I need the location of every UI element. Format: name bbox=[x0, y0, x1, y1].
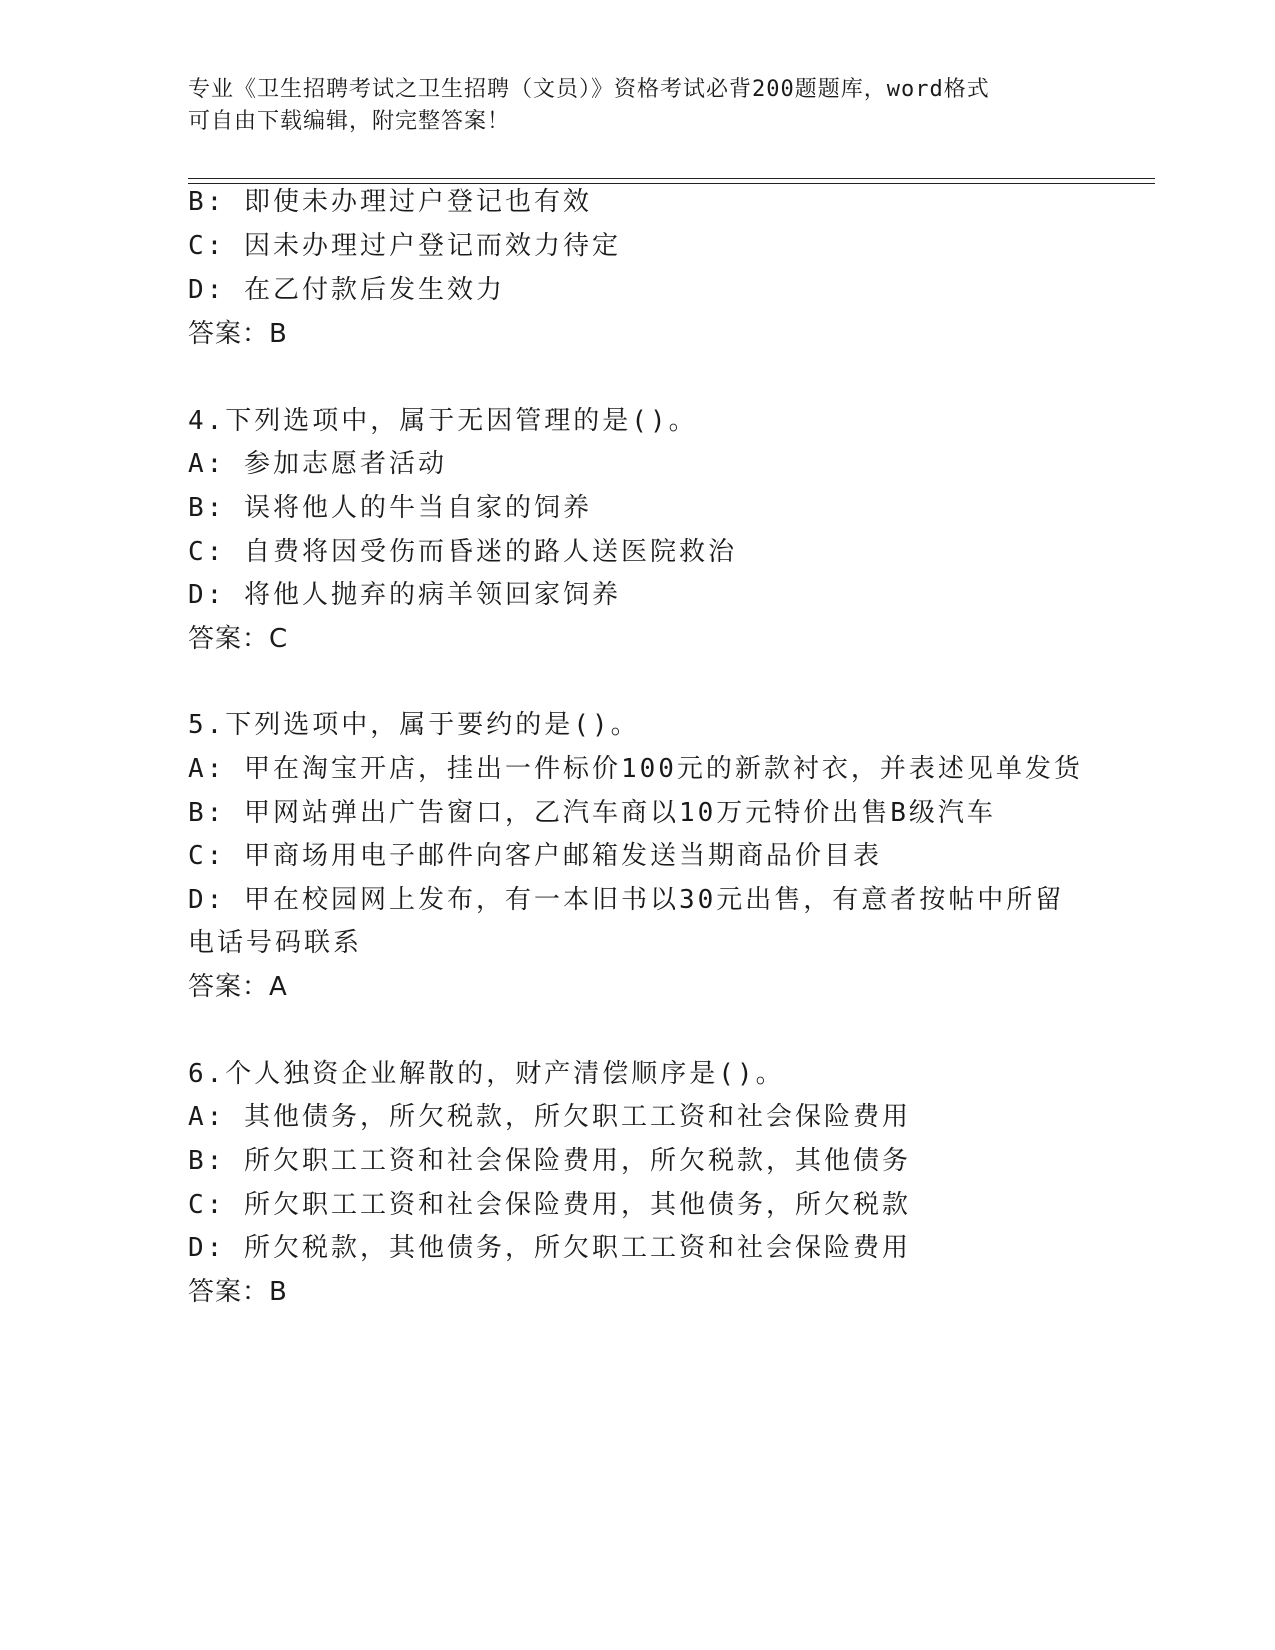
document-header bbox=[188, 74, 1068, 138]
header-line-1: 专业《卫生招聘考试之卫生招聘（文员）》资格考试必背200题题库，word格式 bbox=[188, 77, 990, 102]
q5-option-a: A: 甲在淘宝开店，挂出一件标价100元的新款衬衣，并表述见单发货 bbox=[188, 754, 1083, 784]
q5-option-d-continued: 电话号码联系 bbox=[188, 928, 363, 958]
q4-option-b: B: 误将他人的牛当自家的饲养 bbox=[188, 493, 592, 523]
q3-answer: 答案：B bbox=[188, 319, 288, 349]
header-rule-bottom bbox=[188, 183, 1155, 184]
q5-answer: 答案：A bbox=[188, 972, 288, 1002]
q3-option-d: D: 在乙付款后发生效力 bbox=[188, 275, 505, 305]
q3-option-b: B: 即使未办理过户登记也有效 bbox=[188, 187, 592, 217]
q4-answer: 答案：C bbox=[188, 624, 289, 654]
q6-answer: 答案：B bbox=[188, 1277, 288, 1307]
q6-option-d: D: 所欠税款，其他债务，所欠职工工资和社会保险费用 bbox=[188, 1233, 911, 1263]
q6-question: 6.个人独资企业解散的，财产清偿顺序是()。 bbox=[188, 1059, 785, 1089]
q6-option-c: C: 所欠职工工资和社会保险费用，其他债务，所欠税款 bbox=[188, 1190, 911, 1220]
q4-question: 4.下列选项中，属于无因管理的是()。 bbox=[188, 406, 698, 436]
q4-option-a: A: 参加志愿者活动 bbox=[188, 449, 447, 479]
q5-option-c: C: 甲商场用电子邮件向客户邮箱发送当期商品价目表 bbox=[188, 841, 882, 871]
q4-option-c: C: 自费将因受伤而昏迷的路人送医院救治 bbox=[188, 537, 737, 567]
header-rule-top bbox=[188, 178, 1155, 179]
header-line-2: 可自由下载编辑，附完整答案！ bbox=[188, 109, 511, 134]
q4-option-d: D: 将他人抛弃的病羊领回家饲养 bbox=[188, 580, 621, 610]
q3-option-c: C: 因未办理过户登记而效力待定 bbox=[188, 231, 621, 261]
q5-option-b: B: 甲网站弹出广告窗口，乙汽车商以10万元特价出售B级汽车 bbox=[188, 798, 996, 828]
q5-option-d: D: 甲在校园网上发布，有一本旧书以30元出售，有意者按帖中所留 bbox=[188, 885, 1065, 915]
q6-option-b: B: 所欠职工工资和社会保险费用，所欠税款，其他债务 bbox=[188, 1146, 911, 1176]
q6-option-a: A: 其他债务，所欠税款，所欠职工工资和社会保险费用 bbox=[188, 1102, 911, 1132]
q5-question: 5.下列选项中，属于要约的是()。 bbox=[188, 710, 640, 740]
